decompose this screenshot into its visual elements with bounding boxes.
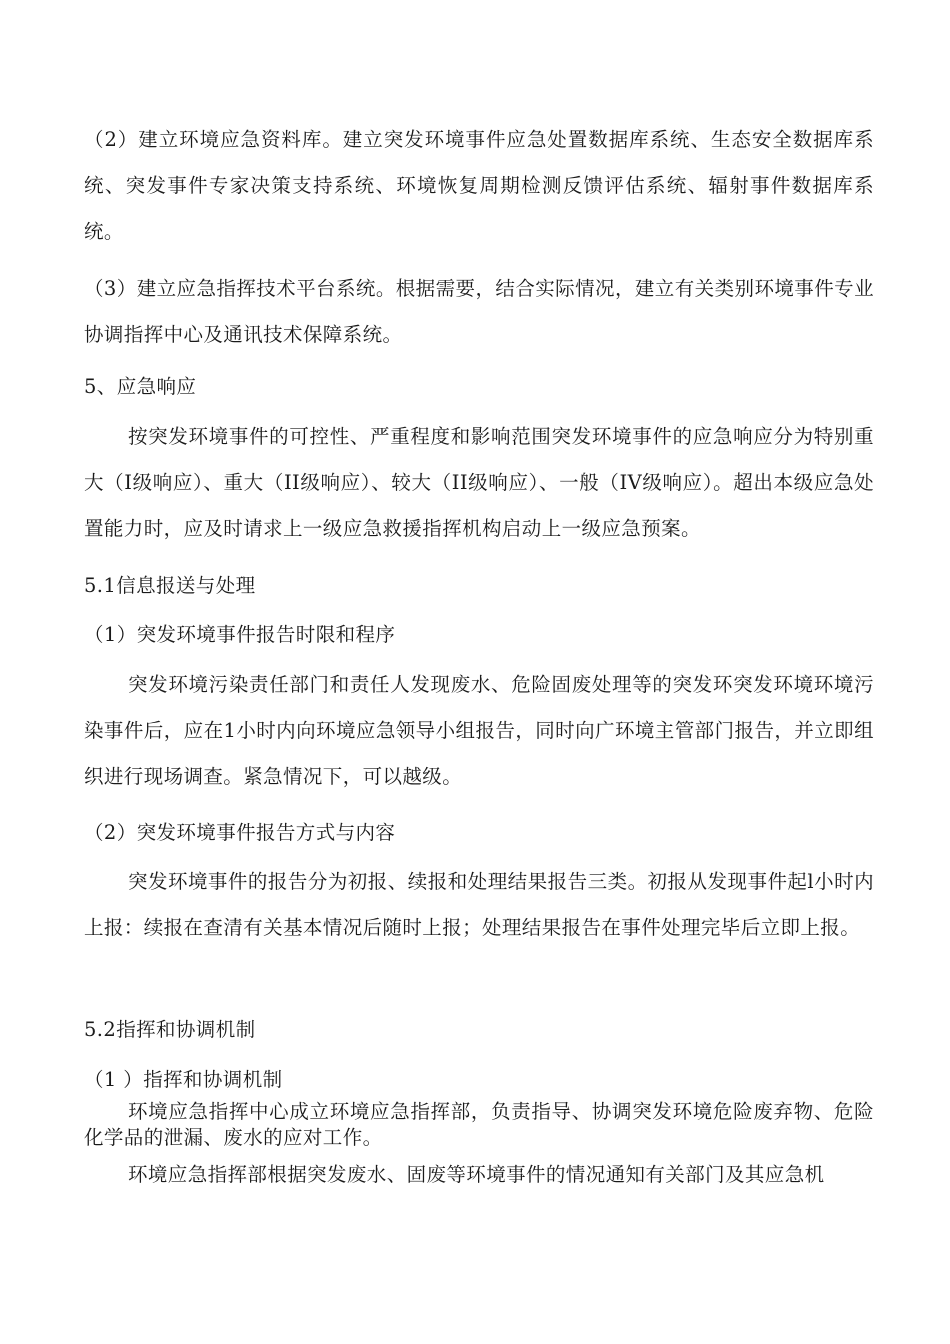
paragraph-command-notification: 环境应急指挥部根据突发废水、固废等环境事件的情况通知有关部门及其应急机 bbox=[128, 1163, 825, 1186]
subheading-report-method: （2）突发环境事件报告方式与内容 bbox=[84, 821, 396, 844]
paragraph-report-procedure: 突发环境污染责任部门和责任人发现废水、危险固废处理等的突发环突发环境环境污染事件后，应在1小时内向环境应急领导小组报告，同时向广环境主管部门报告，并立即组织进行现场调查。紧急情况下，可以越级。 bbox=[84, 673, 874, 788]
section-heading-command-coordination: 5.2指挥和协调机制 bbox=[84, 1018, 256, 1041]
subheading-report-timing: （1）突发环境事件报告时限和程序 bbox=[84, 623, 396, 646]
section-heading-information-reporting: 5.1信息报送与处理 bbox=[84, 574, 256, 597]
paragraph-command-platform: （3）建立应急指挥技术平台系统。根据需要，结合实际情况，建立有关类别环境事件专业协调指挥中心及通讯技术保障系统。 bbox=[84, 277, 874, 346]
paragraph-response-levels: 按突发环境事件的可控性、严重程度和影响范围突发环境事件的应急响应分为特别重大（I级响应）、重大（II级响应）、较大（II级响应）、一般（IV级响应）。超出本级应急处置能力时，应及时请求上一级应急救援指挥机构启动上一级应急预案。 bbox=[84, 425, 874, 540]
paragraph-command-headquarters: 环境应急指挥中心成立环境应急指挥部，负责指导、协调突发环境危险废弃物、危险化学品的泄漏、废水的应对工作。 bbox=[84, 1100, 874, 1149]
paragraph-environment-database: （2）建立环境应急资料库。建立突发环境事件应急处置数据库系统、生态安全数据库系统、突发事件专家决策支持系统、环境恢复周期检测反馈评估系统、辐射事件数据库系统。 bbox=[84, 128, 874, 243]
paragraph-report-types: 突发环境事件的报告分为初报、续报和处理结果报告三类。初报从发现事件起l小时内上报：续报在查清有关基本情况后随时上报；处理结果报告在事件处理完毕后立即上报。 bbox=[84, 870, 874, 939]
section-heading-emergency-response: 5、应急响应 bbox=[84, 375, 197, 398]
subheading-command-mechanism: （1 ）指挥和协调机制 bbox=[84, 1068, 283, 1091]
